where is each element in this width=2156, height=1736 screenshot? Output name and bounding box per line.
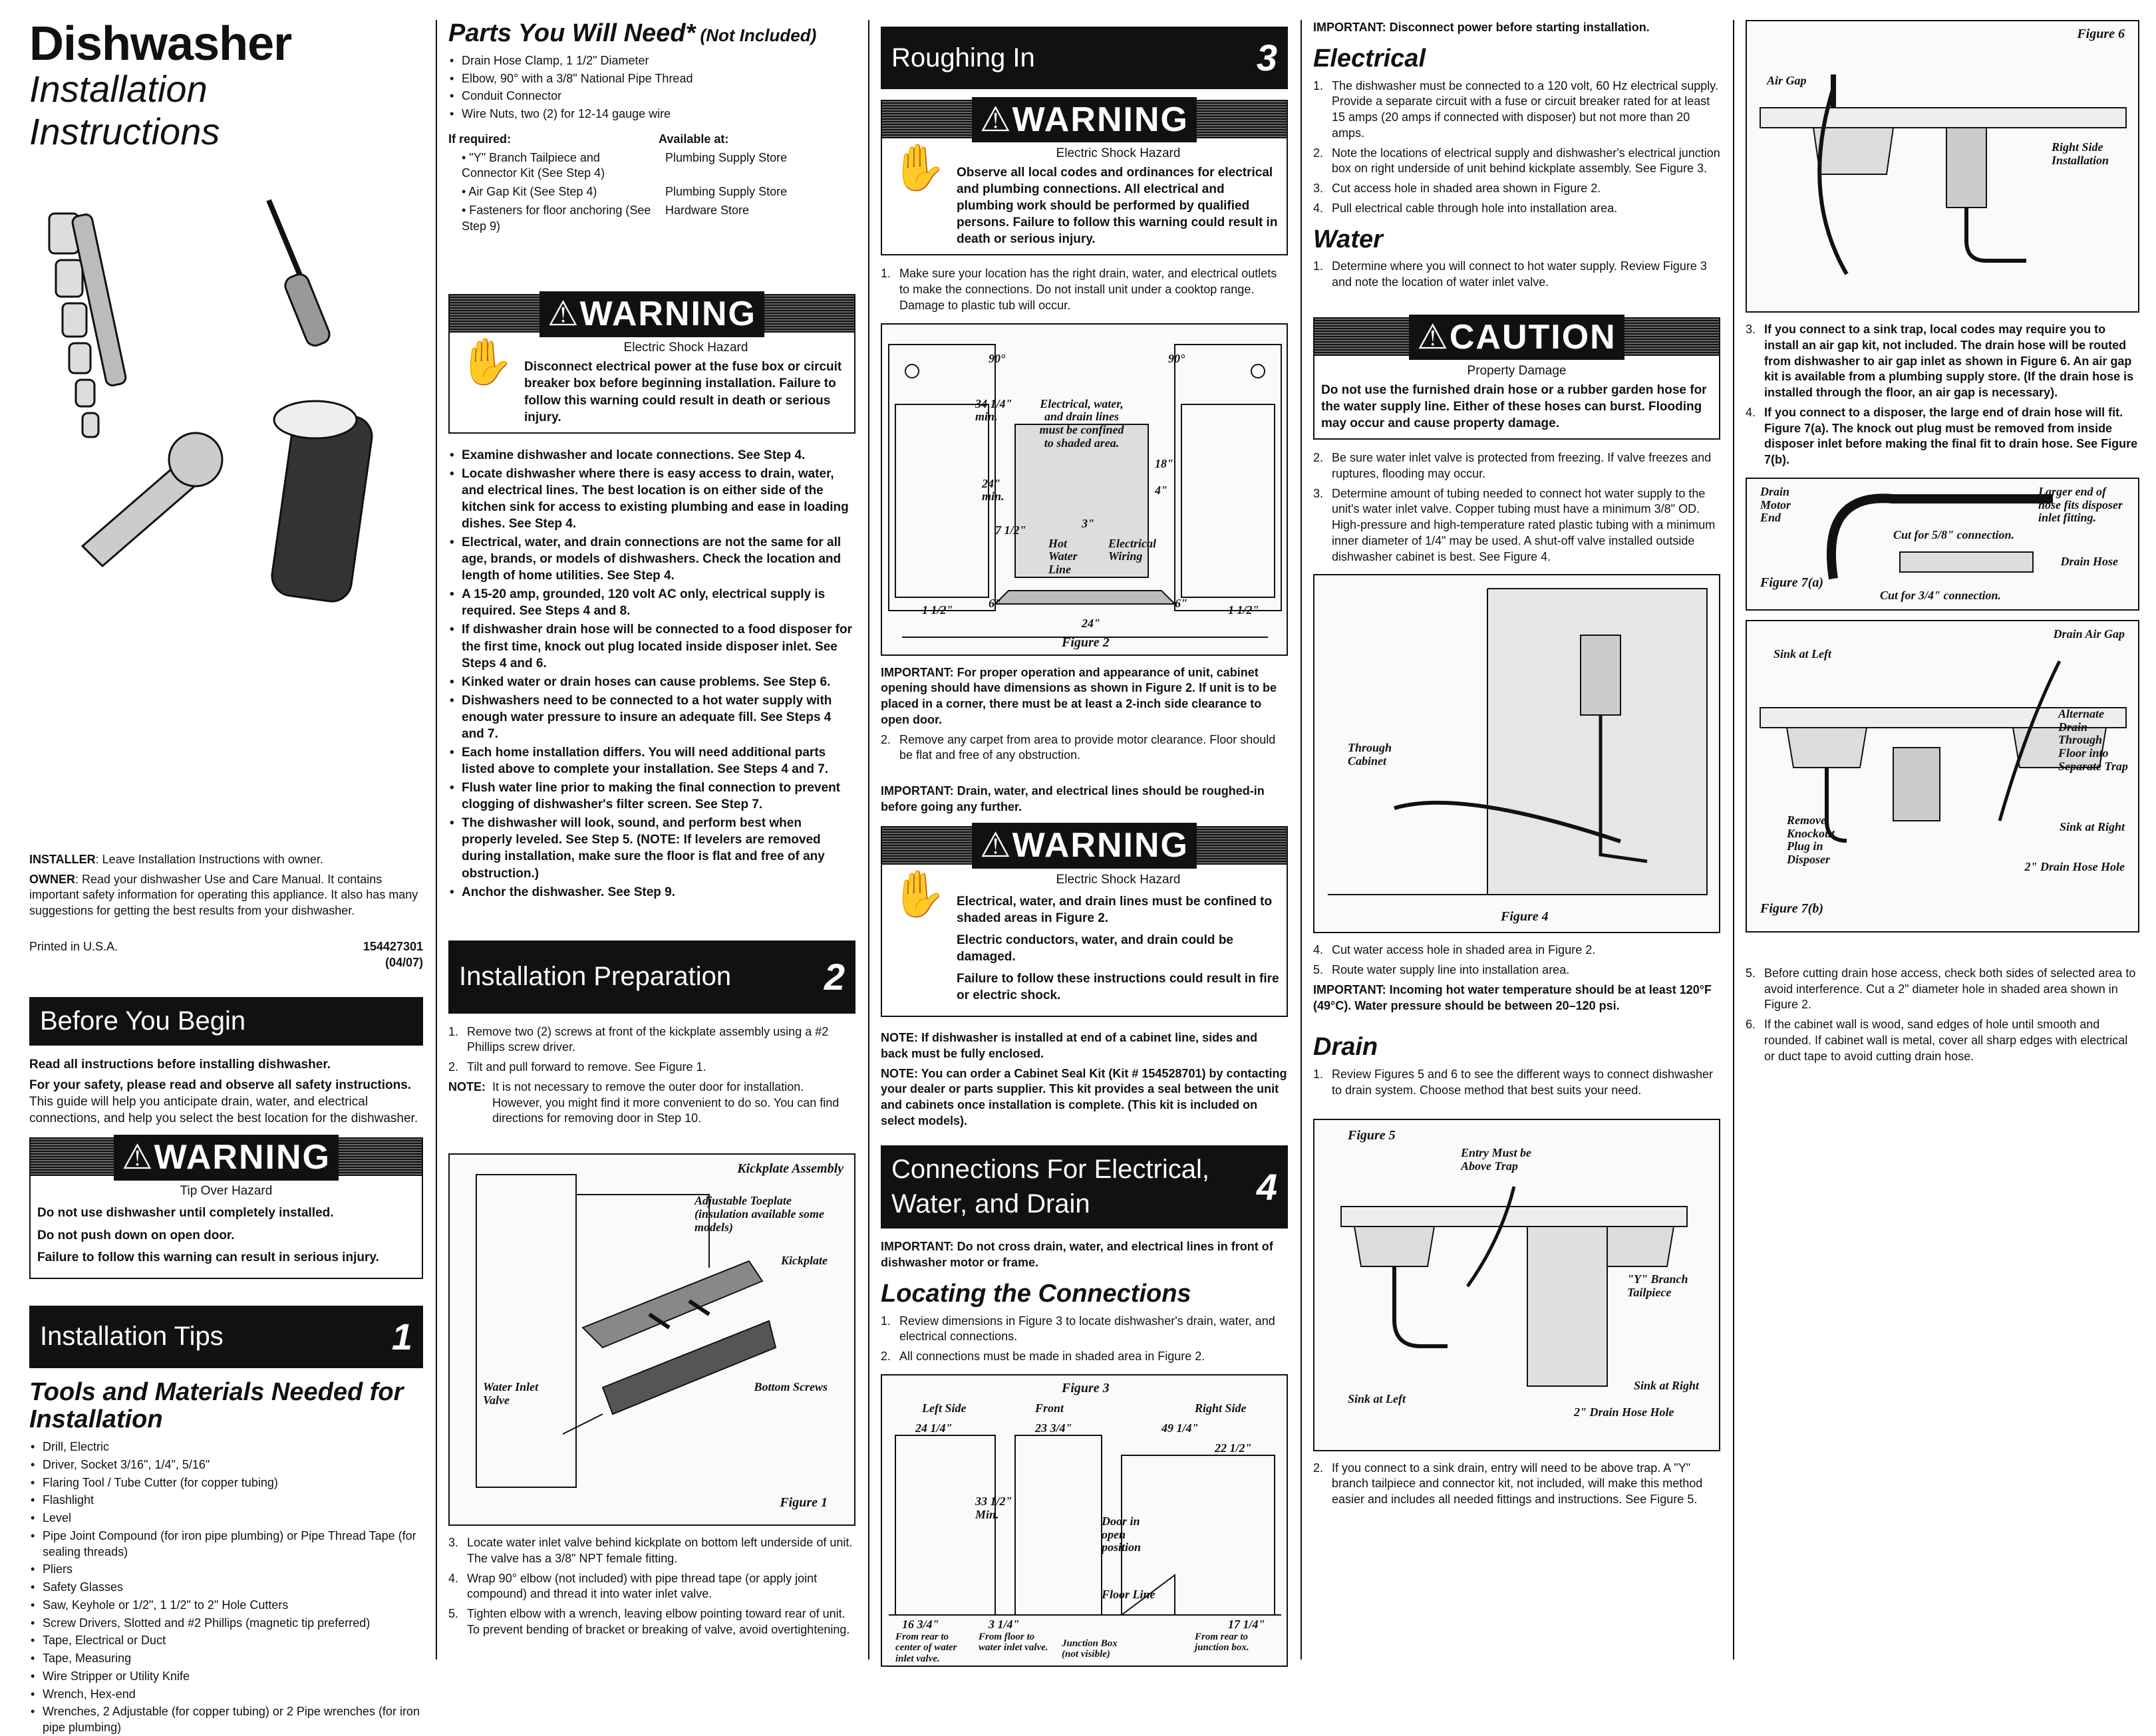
tools-illustration: [29, 174, 423, 652]
water-steps: 1. Determine where you will connect to hot water supply. Review Figure 3 and note the location of water inlet valve.: [1313, 259, 1707, 289]
toeplate-label: Adjustable Toeplate (insulation available some models): [694, 1194, 825, 1234]
note-text: It is not necessary to remove the outer door for installation. However, you might find it more convenient to do so. You can find directions for removing door in Step 10.: [492, 1080, 840, 1125]
safety-bold: For your safety, please read and observe all safety instructions.: [29, 1078, 412, 1093]
figure-2: 90° 90° 34 1/4" min. Electrical, water, and drain lines must be confined to shaded area. 24" min. 18" 4" 7 1/2" 3" Hot Water Line Electrical Wiring 1 1/2" 6" 24" 6" 1 1/2" Figure 2: [881, 323, 1288, 656]
checklist-item: • Locate dishwasher where there is easy access to drain, water, and electrical lines. The best location is on either side of the kitchen sink for access to existing plumbing and ease in loading dishes. See Step 4.: [462, 466, 855, 532]
column-divider: [436, 20, 437, 1660]
section-connections: [881, 1145, 1288, 1229]
caution-text: Do not use the furnished drain hose or a rubber garden hose for the water supply line. Either of these hoses can burst. Flooding may occur and cause property damage.: [1321, 382, 1707, 431]
figure-caption: Figure 5: [1348, 1127, 1396, 1143]
step-item: 1. Remove two (2) screws at front of the kickplate assembly using a #2 Phillips screw driver.: [448, 1024, 829, 1054]
water-steps-continued: [1313, 450, 1720, 565]
disposer-icon: [1747, 621, 2141, 934]
step-item: 2. Note the locations of electrical supply and dishwasher's electrical junction box on right underside of unit behind kickplate assembly. See Figure 3.: [1313, 146, 1720, 176]
figure-title: Kickplate Assembly: [737, 1161, 844, 1177]
caution-title: Property Damage: [1467, 363, 1567, 378]
drain-steps: 1. Review Figures 5 and 6 to see the different ways to connect dishwasher to drain system. Choose method that best suits your need.: [1313, 1068, 1713, 1097]
important-note: IMPORTANT: Disconnect power before starting installation.: [1313, 21, 1650, 34]
codes-warning: [881, 100, 1288, 255]
warning-band: ⚠WARNING: [31, 1139, 422, 1176]
part-item: • Elbow, 90° with a 3/8" National Pipe Thread: [462, 71, 855, 87]
checklist: [448, 447, 855, 901]
tool-item: • Safety Glasses: [43, 1580, 423, 1596]
figure-6: Figure 6 Air Gap Right Side Installation: [1746, 20, 2139, 313]
step-item: 1. The dishwasher must be connected to a 120 volt, 60 Hz electrical supply. Provide a separate circuit with a fuse or circuit breaker rated for at least 15 amps (20 amps if connected with disposer) but not more than 20 amps.: [1313, 78, 1718, 140]
column-air-gap-disposer: [1736, 20, 2149, 1660]
step-item: 2. Tilt and pull forward to remove. See Figure 1.: [448, 1060, 706, 1074]
subsection-heading: Locating the Connections: [881, 1279, 1191, 1308]
property-caution: [1313, 317, 1720, 440]
step-item: 2. All connections must be made in shaded area in Figure 2.: [881, 1350, 1205, 1364]
inlet-label: Water Inlet Valve: [483, 1380, 539, 1407]
checklist-item: • A 15-20 amp, grounded, 120 volt AC only, electrical supply is required. See Steps 4 and 8.: [462, 586, 855, 619]
optional-part-source: Plumbing Supply Store: [665, 150, 788, 164]
optional-part-source: Plumbing Supply Store: [665, 185, 788, 199]
checklist-item: • Flush water line prior to making the final connection to prevent clogging of dishwasher's filter screen. See Step 7.: [462, 780, 855, 813]
date-code: (04/07): [385, 955, 423, 969]
tool-item: • Flashlight: [43, 1493, 423, 1509]
tool-item: • Wrenches, 2 Adjustable (for copper tubing) or 2 Pipe wrenches (for iron pipe plumbing): [43, 1704, 423, 1736]
step-item: 5. Route water supply line into installation area.: [1313, 963, 1570, 977]
warning-text: Disconnect electrical power at the fuse box or circuit breaker box before beginning installation. Failure to follow this warning could result in death or serious injury.: [524, 360, 842, 424]
step-item: 4. Wrap 90° elbow (not included) with pipe thread tape (or apply joint compound) and thread it into water inlet valve.: [448, 1571, 818, 1601]
read-all: Read all instructions before installing dishwasher.: [29, 1058, 331, 1072]
subsection-heading: Electrical: [1313, 44, 1426, 72]
column-divider: [1733, 20, 1734, 1660]
figure-caption: Figure 6: [2077, 27, 2125, 41]
warning-band: ⚠WARNING: [882, 827, 1287, 865]
parts-heading: Parts You Will Need*: [448, 19, 696, 47]
optional-part-row: [448, 184, 855, 200]
hand-shock-icon: ✋: [890, 868, 947, 919]
parts-list: [448, 53, 855, 122]
important-note: IMPORTANT: Drain, water, and electrical lines should be roughed-in before going any further.: [881, 784, 1265, 813]
important-note: IMPORTANT: Incoming hot water temperature should be at least 120°F (49°C). Water pressure should be between 20–120 psi.: [1313, 982, 1712, 1012]
water-steps-final: [1313, 942, 1720, 978]
section-number: 4: [1256, 1165, 1277, 1208]
available-at-label: Available at:: [659, 132, 729, 146]
hand-shock-icon: ✋: [458, 337, 515, 388]
parts-heading-note: (Not Included): [695, 25, 817, 45]
section-before-you-begin: [29, 997, 423, 1046]
lines-warning: ⚠WARNING ✋ Electric Shock Hazard Electrical, water, and drain lines must be confined to shaded areas in Figure 2. Electric conductors, water, and drain could be damaged. Failure to follow these instructions could result in fire or electric shock.: [881, 826, 1288, 1018]
step-item: 3. Locate water inlet valve behind kickplate on bottom left underside of unit. The valve has a 3/8" NPT female fitting.: [448, 1536, 853, 1565]
checklist-item: • Examine dishwasher and locate connections. See Step 4.: [462, 447, 855, 464]
optional-part-source: Hardware Store: [665, 203, 750, 217]
tool-item: • Level: [43, 1511, 423, 1526]
important-note: IMPORTANT: Do not cross drain, water, and electrical lines in front of dishwasher motor or frame.: [881, 1240, 1273, 1270]
checklist-item: • Anchor the dishwasher. See Step 9.: [462, 884, 855, 901]
shock-warning: [448, 294, 855, 433]
warning-band: ⚠WARNING: [450, 295, 854, 333]
figure-4: Through Cabinet Figure 4: [1313, 574, 1720, 933]
section-installation-preparation: [448, 940, 855, 1014]
note-label: NOTE:: [448, 1080, 486, 1093]
checklist-item: • Kinked water or drain hoses can cause problems. See Step 6.: [462, 674, 855, 690]
disposer-steps: 3. If you connect to a sink trap, local codes may require you to install an air gap kit, not included. The drain hose will be routed from dishwasher to air gap inlet as shown in Figure 6. An air gap kit is available from a plumbing supply store. (If the drain hose is installed through the floor, an air gap is necessary). 4. If you connect to a disposer, the large end of drain hose will fit. Figure 7(a). The knock out plug must be removed from inside disposer inlet before making the final fit to drain hose. See Figure 7(b).: [1746, 323, 2138, 466]
warning-title: Electric Shock Hazard: [1056, 146, 1181, 160]
step-item: 4. Cut water access hole in shaded area in Figure 2.: [1313, 943, 1596, 957]
tool-item: • Flaring Tool / Tube Cutter (for copper tubing): [43, 1475, 423, 1491]
tool-item: • Screw Drivers, Slotted and #2 Phillips (magnetic tip preferred): [43, 1616, 423, 1632]
warning-line: Failure to follow this warning can result in serious injury.: [37, 1250, 379, 1264]
part-number: 154427301: [363, 939, 423, 953]
section-installation-tips: [29, 1306, 423, 1368]
tool-item: • Drill, Electric: [43, 1439, 423, 1455]
warning-title: Electric Shock Hazard: [1056, 872, 1181, 887]
screws-label: Bottom Screws: [754, 1380, 828, 1394]
checklist-item: • If dishwasher drain hose will be connected to a food disposer for the first time, knock out plug located inside disposer inlet. See Steps 4 and 6.: [462, 621, 855, 671]
drain-steps-continued: 2. If you connect to a sink drain, entry will need to be above trap. A "Y" branch tailpiece and connector kit, not included, will make this method easier and includes all needed fittings and instructions. See Figure 5.: [1313, 1461, 1703, 1507]
printed-in: Printed in U.S.A.: [29, 939, 118, 953]
document-subtitle: Instructions: [29, 110, 220, 153]
figure-caption: Figure 2: [1062, 635, 1110, 651]
important-note: IMPORTANT: For proper operation and appearance of unit, cabinet opening should have dimensions as shown in Figure 2. If unit is to be placed in a corner, there must be at least a 2-inch side clearance to open door.: [881, 665, 1277, 726]
warning-title: Tip Over Hazard: [180, 1184, 273, 1199]
column-parts: [439, 20, 865, 1660]
tip-over-warning: [29, 1137, 423, 1278]
tool-item: • Pliers: [43, 1562, 423, 1578]
hand-shock-icon: ✋: [890, 142, 947, 193]
column-electrical-water-drain: [1304, 20, 1730, 1660]
tools-heading: Tools and Materials Needed for Installation: [29, 1377, 404, 1434]
tool-item: • Tape, Electrical or Duct: [43, 1633, 423, 1649]
warning-line: Do not use dishwasher until completely installed.: [37, 1206, 334, 1221]
section-title: Before You Begin: [40, 1006, 246, 1036]
caution-band: ⚠CAUTION: [1314, 319, 1719, 356]
safety-text: This guide will help you anticipate drain, water, and electrical connections, and help you select the best location for the dishwasher.: [29, 1095, 418, 1126]
tool-item: • Saw, Keyhole or 1/2", 1 1/2" to 2" Hole Cutters: [43, 1598, 423, 1614]
figure-7a: Drain Motor End Larger end of hose fits disposer inlet fitting. Cut for 5/8" connection. Drain Hose Figure 7(a) Cut for 3/4" connection.: [1746, 478, 2139, 611]
checklist-item: • Electrical, water, and drain connections are not the same for all age, brands, or models of dishwashers. Check the location and length of home utilities. See Step 4.: [462, 534, 855, 584]
optional-part-row: [448, 203, 855, 235]
section-title: Installation Preparation: [459, 962, 732, 992]
step-item: 3. Cut access hole in shaded area shown in Figure 2.: [1313, 182, 1601, 196]
part-item: • Conduit Connector: [462, 88, 855, 104]
note: NOTE: If dishwasher is installed at end of a cabinet line, sides and back must be fully enclosed.: [881, 1031, 1258, 1060]
air-gap-icon: [1747, 21, 2141, 314]
step-item: 4. Pull electrical cable through hole into installation area.: [1313, 201, 1618, 215]
checklist-item: • The dishwasher will look, sound, and perform best when properly leveled. See Step 5. (NOTE: If levelers are removed during installation, make sure the floor is flat and free of any obstruction.): [462, 815, 855, 881]
kickplate-label: Kickplate: [781, 1254, 828, 1268]
subsection-heading: Drain: [1313, 1033, 1378, 1062]
section-number: 1: [391, 1315, 412, 1358]
figure-caption: Figure 4: [1501, 909, 1549, 925]
column-cover: [20, 17, 432, 1735]
section-title: Connections For Electrical, Water, and Drain: [891, 1154, 1209, 1219]
step-item: 5. Tighten elbow with a wrench, leaving elbow pointing toward rear of unit. To prevent bending of bracket or breaking of valve, avoid overtightening.: [448, 1607, 850, 1636]
figure-5: Figure 5 Entry Must be Above Trap "Y" Branch Tailpiece Sink at Left Sink at Right 2" Drain Hose Hole: [1313, 1119, 1720, 1451]
tool-item: • Driver, Socket 3/16", 1/4", 5/16": [43, 1457, 423, 1473]
checklist-item: • Each home installation differs. You will need additional parts listed above to complete your installation. See Steps 4 and 7.: [462, 744, 855, 778]
elec-steps: [1313, 78, 1720, 217]
column-divider: [868, 20, 869, 1660]
rough-steps: 1. Make sure your location has the right drain, water, and electrical outlets to make the connections. Do not install unit under a cooktop range. Damage to plastic tub will occur.: [881, 267, 1277, 312]
prep-steps: [448, 1024, 855, 1076]
figure-1: [448, 1153, 855, 1526]
tools-list: [29, 1439, 423, 1736]
figure-caption: Figure 3: [1062, 1380, 1110, 1395]
tools-icon: [29, 174, 422, 652]
section-title: Installation Tips: [40, 1322, 224, 1352]
checklist-item: • Dishwashers need to be connected to a hot water supply with enough water pressure to insure an adequate fill. See Steps 4 and 7.: [462, 692, 855, 742]
optional-part: • Air Gap Kit (See Step 4): [462, 185, 597, 199]
note: NOTE: You can order a Cabinet Seal Kit (Kit # 154528701) by contacting your dealer or parts supplier. This kit provides a seal between the unit and cabinets once installation is complete. (This kit is included on select models).: [881, 1066, 1287, 1127]
owner-label: OWNER: [29, 872, 75, 886]
step-item: 1. Review dimensions in Figure 3 to locate dishwasher's drain, water, and electrical connections.: [881, 1314, 1275, 1344]
optional-part: • "Y" Branch Tailpiece and Connector Kit (See Step 4): [462, 150, 605, 180]
optional-part: • Fasteners for floor anchoring (See Step 9): [462, 203, 651, 233]
figure-caption: Figure 1: [780, 1495, 828, 1510]
warning-band: ⚠WARNING: [882, 101, 1287, 138]
tool-item: • Pipe Joint Compound (for iron pipe plumbing) or Pipe Thread Tape (for sealing threads): [43, 1528, 423, 1560]
prep-steps-continued: [448, 1535, 855, 1638]
step-item: 3. Determine amount of tubing needed to connect hot water supply to the unit's water inlet valve. Copper tubing must have a minimum 3/8" OD. High-pressure and high-temperature rated plastic tubing with a minimum inner diameter of 1/4" may be used. A shut-off valve installed outside dishwasher cabinet is best. See Figure 4.: [1313, 486, 1716, 563]
figure-7b: Sink at Left Drain Air Gap Alternate Drain Through Floor into Separate Trap Remove Knockout Plug in Disposer Sink at Right 2" Drain Hose Hole Figure 7(b): [1746, 620, 2139, 933]
rough-steps: 2. Remove any carpet from area to provide motor clearance. Floor should be flat and free of any obstruction.: [881, 732, 1276, 762]
installer-note: : Leave Installation Instructions with owner.: [95, 852, 323, 866]
warning-title: Electric Shock Hazard: [623, 341, 748, 355]
section-number: 3: [1256, 37, 1277, 78]
subsection-heading: Water: [1313, 225, 1383, 253]
section-number: 2: [824, 955, 845, 998]
installer-label: INSTALLER: [29, 852, 96, 866]
document-title: Dishwasher: [29, 17, 292, 71]
optional-part-row: [448, 150, 855, 182]
conn-steps: [881, 1314, 1288, 1365]
part-item: • Wire Nuts, two (2) for 12-14 gauge wire: [462, 106, 855, 122]
section-roughing-in: [881, 27, 1288, 89]
optional-parts: [448, 150, 855, 235]
document-subtitle: Installation: [29, 68, 208, 110]
owner-note: : Read your dishwasher Use and Care Manual. It contains important safety information for operating this appliance. It also has many suggestions for getting the best results from your dishwasher.: [29, 872, 418, 918]
section-title: Roughing In: [891, 43, 1035, 72]
tool-item: • Wrench, Hex-end: [43, 1687, 423, 1703]
column-divider: [1301, 20, 1302, 1660]
print-info: [29, 939, 423, 971]
hole-steps: 5. Before cutting drain hose access, check both sides of selected area to avoid interference. Cut a 2" diameter hole in shaded area shown in Figure 2. 6. If the cabinet wall is wood, sand edges of hole until smooth and rounded. If cabinet wall is metal, cover all sharp edges with electrical or duct tape to avoid cutting drain hose.: [1746, 966, 2136, 1063]
if-required-label: If required:: [448, 132, 512, 146]
warning-line: Do not push down on open door.: [37, 1228, 235, 1242]
tool-item: • Wire Stripper or Utility Knife: [43, 1669, 423, 1685]
tool-item: • Tape, Measuring: [43, 1651, 423, 1667]
step-item: 2. Be sure water inlet valve is protected from freezing. If valve freezes and ruptures, flooding may occur.: [1313, 451, 1712, 480]
figure-3: Figure 3 Left Side Front Right Side 24 1/4" 23 3/4" 49 1/4" 22 1/2" 33 1/2" Min. Door in open position Floor Line 16 3/4" 3 1/4" 17 1/4" From rear to center of water inlet valve. From floor to water inlet valve. From rear to junction box. Junction Box (not visible): [881, 1374, 1288, 1667]
warning-text: Observe all local codes and ordinances for electrical and plumbing connections. All electrical and plumbing work should be performed by qualified persons. Failure to follow this warning could result in death or serious injury.: [957, 165, 1278, 247]
part-item: • Drain Hose Clamp, 1 1/2" Diameter: [462, 53, 855, 69]
column-roughing-in: [871, 20, 1297, 1664]
